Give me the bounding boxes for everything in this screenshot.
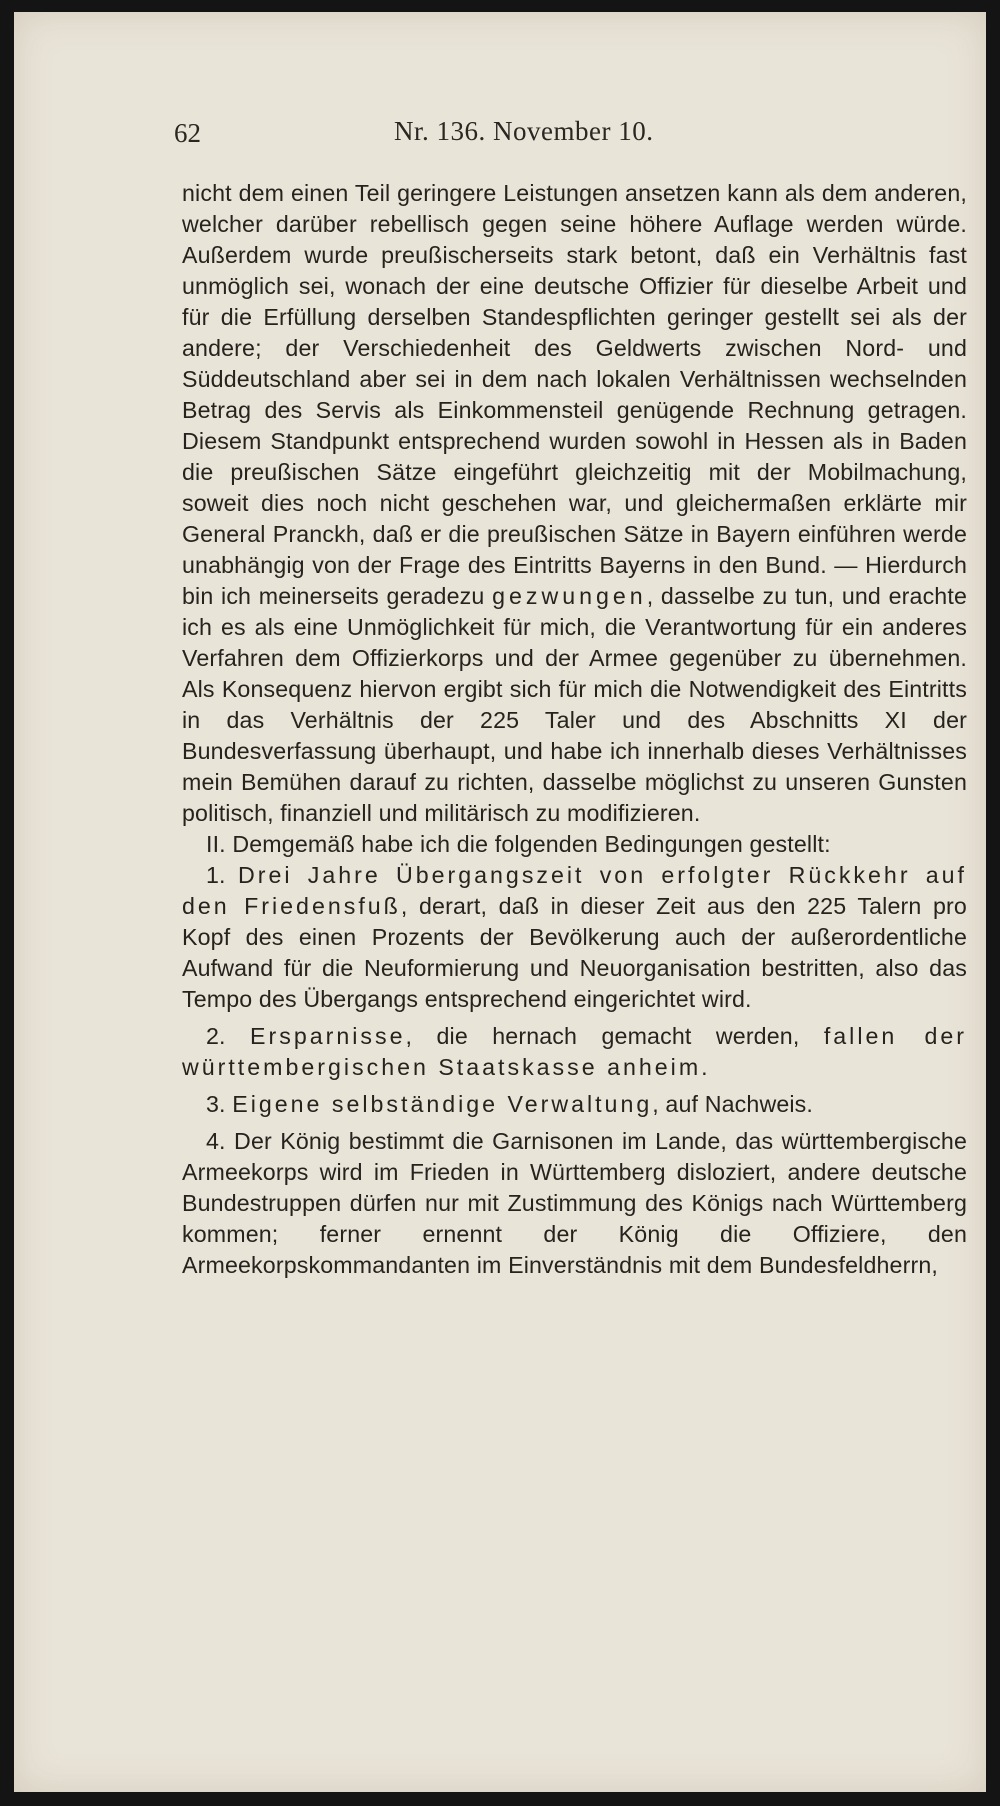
list-item [182, 1089, 967, 1120]
list-item-text: Der König bestimmt die Garnisonen im Lande, das württembergische Armeekorps wird im Frieden in Württemberg disloziert, andere deutsche Bundestruppen dürfen nur mit Zustimmung des Königs nach Württemberg kommen; ferner ernennt der König die Offiziere, den Armeekorpskommandanten im Einverständnis mit dem Bundesfeldherrn, [182, 1128, 967, 1278]
paragraph-text: nicht dem einen Teil geringere Leistungen ansetzen kann als dem anderen, welcher darüber rebellisch gegen seine höhere Auflage werden würde. Außerdem wurde preußischerseits stark betont, daß ein Verhältnis fast unmöglich sei, wonach der eine deutsche Offizier für dieselbe Arbeit und für die Erfüllung derselben Standespflichten geringer gestellt sei als der andere; der Verschiedenheit des Geldwerts zwischen Nord- und Süddeutschland aber sei in dem nach lokalen Verhältnissen wechselnden Betrag des Servis als Einkommensteil genügende Rechnung getragen. Diesem Standpunkt entsprechend wurden sowohl in Hessen als in Baden die preußischen Sätze eingeführt gleichzeitig mit der Mobilmachung, soweit dies noch nicht geschehen war, und gleichermaßen erklärte mir General Pranckh, daß er die preußischen Sätze in Bayern einführen werde unabhängig von der Frage des Eintritts Bayerns in den Bund. — Hierdurch bin ich meinerseits geradezu [182, 180, 967, 609]
book-page [14, 12, 986, 1792]
list-number: 2. [206, 1023, 226, 1049]
list-item [182, 1021, 967, 1083]
body-text [182, 178, 967, 1281]
emphasized-text: Ersparnisse [250, 1023, 406, 1049]
paragraph [182, 829, 967, 860]
list-item [182, 1126, 967, 1281]
paragraph-text: , dasselbe zu tun, und erachte ich es als eine Unmöglichkeit für mich, die Verantwortung für ein anderes Verfahren dem Offizierkorps und der Armee gegenüber zu übernehmen. Als Konsequenz hiervon ergibt sich für mich die Notwendigkeit des Eintritts in das Verhältnis der 225 Taler und des Abschnitts XI der Bundesverfassung überhaupt, und habe ich innerhalb dieses Verhältnisses mein Bemühen darauf zu richten, dasselbe möglichst zu unseren Gunsten politisch, finanziell und militärisch zu modifizieren. [182, 583, 967, 826]
list-item [182, 860, 967, 1015]
list-item-text: , auf Nachweis. [652, 1091, 814, 1117]
paragraph-text: II. Demgemäß habe ich die folgenden Bedingungen gestellt: [206, 831, 831, 857]
paragraph [182, 178, 967, 829]
list-number: 4. [206, 1128, 226, 1154]
list-item-text: , die hernach gemacht werden, [405, 1023, 800, 1049]
list-number: 1. [206, 862, 226, 888]
emphasized-text: Drei Jahre Übergangszeit von erfolgter Rückkehr auf den Friedensfuß [182, 862, 967, 919]
page-number: 62 [174, 118, 201, 148]
emphasized-text: Eigene selbständige Verwaltung [232, 1091, 653, 1117]
emphasized-text: gezwungen [492, 583, 647, 609]
running-head: Nr. 136. November 10. [394, 116, 654, 146]
page-header [14, 108, 986, 148]
emphasized-text: fallen der württembergischen Staatskasse anheim. [182, 1023, 968, 1080]
list-item-text: , derart, daß in dieser Zeit aus den 225 Talern pro Kopf des einen Prozents der Bevölkerung auch der außerordentliche Aufwand für die Neuformierung und Neuorganisation bestritten, also das Tempo des Übergangs entsprechend eingerichtet wird. [182, 893, 967, 1012]
list-number: 3. [206, 1091, 226, 1117]
